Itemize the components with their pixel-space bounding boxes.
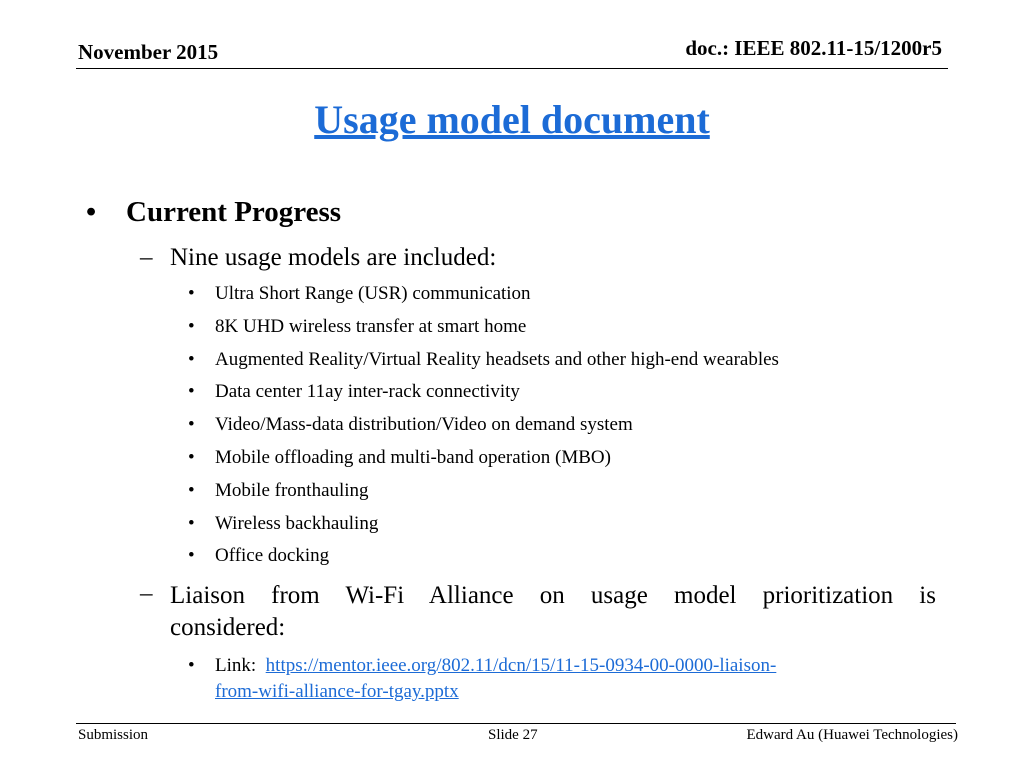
dash-icon: – bbox=[140, 244, 153, 271]
slide-title: Usage model document bbox=[314, 97, 710, 142]
link-label: Link: bbox=[215, 655, 261, 676]
footer-slide-number: Slide 27 bbox=[488, 727, 538, 743]
subpoint-text: Nine usage models are included: bbox=[170, 244, 497, 271]
liaison-text-line2: considered: bbox=[170, 614, 286, 641]
header-date: November 2015 bbox=[78, 40, 219, 64]
usage-model-text: Augmented Reality/Virtual Reality headsets and other high-end wearables bbox=[215, 348, 779, 370]
bullet-icon: • bbox=[188, 414, 195, 436]
footer-submission: Submission bbox=[78, 727, 149, 743]
section-heading: Current Progress bbox=[126, 196, 342, 228]
bullet-icon: • bbox=[188, 545, 195, 567]
footer-author: Edward Au (Huawei Technologies) bbox=[746, 727, 958, 743]
usage-model-text: Mobile offloading and multi-band operation (MBO) bbox=[215, 447, 611, 468]
header-divider bbox=[76, 68, 948, 69]
bullet-icon: • bbox=[188, 315, 195, 337]
bullet-icon: • bbox=[188, 655, 195, 676]
usage-model-text: Data center 11ay inter-rack connectivity bbox=[215, 381, 520, 403]
link-item-continued bbox=[215, 681, 459, 703]
usage-model-text: Wireless backhauling bbox=[215, 512, 379, 534]
usage-model-text: Mobile fronthauling bbox=[215, 479, 369, 501]
usage-model-text: Ultra Short Range (USR) communication bbox=[215, 283, 531, 304]
bullet-icon: • bbox=[188, 447, 195, 468]
bullet-icon: • bbox=[86, 196, 97, 228]
bullet-icon: • bbox=[188, 283, 195, 304]
usage-model-text: 8K UHD wireless transfer at smart home bbox=[215, 315, 527, 337]
liaison-link-line2[interactable]: from-wifi-alliance-for-tgay.pptx bbox=[215, 681, 459, 702]
bullet-icon: • bbox=[188, 381, 195, 403]
liaison-link-line1[interactable]: https://mentor.ieee.org/802.11/dcn/15/11-15-0934-00-0000-liaison- bbox=[265, 655, 777, 676]
header-doc-id: doc.: IEEE 802.11-15/1200r5 bbox=[685, 36, 942, 60]
footer-divider bbox=[76, 723, 956, 724]
usage-model-text: Video/Mass-data distribution/Video on demand system bbox=[215, 414, 633, 436]
bullet-icon: • bbox=[188, 479, 195, 501]
liaison-text-line1: Liaison from Wi-Fi Alliance on usage model prioritization is bbox=[170, 582, 936, 609]
dash-icon: – bbox=[140, 580, 153, 607]
bullet-icon: • bbox=[188, 348, 195, 370]
bullet-icon: • bbox=[188, 512, 195, 534]
usage-model-text: Office docking bbox=[215, 545, 330, 567]
